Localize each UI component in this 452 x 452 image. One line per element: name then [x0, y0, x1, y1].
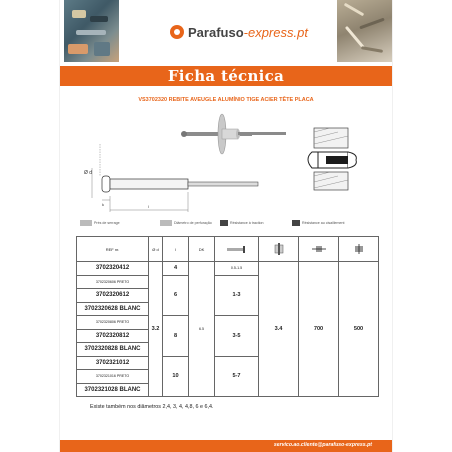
rivet-cross-section: [304, 124, 364, 194]
d-cell: 3.2: [149, 262, 163, 397]
logo[interactable]: [170, 22, 308, 42]
header: [60, 0, 392, 62]
ref-cell: 3702320812: [77, 329, 149, 343]
legend-label: Prés de serrage: [94, 221, 120, 225]
footer: [60, 440, 392, 452]
grip-range-icon: [226, 245, 248, 253]
dim-d-label: Ø d: [84, 170, 93, 176]
technical-sheet: [60, 0, 392, 452]
grip-cell: 1-3: [215, 275, 259, 316]
l-cell: 8: [163, 316, 189, 357]
ref-cell: 3702320606 PRETO: [77, 275, 149, 289]
col-d: Ø d: [149, 237, 163, 262]
table-row: [77, 262, 379, 276]
l-cell: 6: [163, 275, 189, 316]
dk-cell: 6.5: [189, 262, 215, 397]
col-shear: [339, 237, 379, 262]
product-title: VS3702320 REBITE AVEUGLE ALUMÍNIO TIGE ACIER TÊTE PLACA: [138, 97, 314, 103]
legend-grip: [80, 220, 120, 226]
drill-diameter-icon: [274, 243, 284, 255]
legend-label: Résistance à traction: [230, 221, 264, 225]
rivet-dimension-drawing: [74, 140, 274, 218]
legend-label: Résistance au cisaillement: [302, 221, 345, 225]
col-tensile: [299, 237, 339, 262]
l-cell: 4: [163, 262, 189, 276]
page-title: Ficha técnica: [60, 66, 392, 86]
legend-tensile: [220, 220, 264, 226]
drill-cell: 3.4: [259, 262, 299, 397]
col-dk: DK: [189, 237, 215, 262]
logo-brand: Parafuso: [188, 24, 244, 40]
dim-l-label: l: [148, 204, 149, 209]
availability-note: Existe também nos diâmetros 2,4, 3, 4, 4,8, 6 e 6,4.: [90, 404, 214, 410]
logo-icon: [170, 25, 184, 39]
legend: [60, 220, 392, 232]
shear-icon: [292, 220, 300, 226]
grip-cell: 5-7: [215, 356, 259, 397]
tensile-icon: [220, 220, 228, 226]
ref-cell: 3702321016 PRETO: [77, 370, 149, 384]
table-header-row: [77, 237, 379, 262]
spec-table: [76, 236, 379, 397]
legend-shear: [292, 220, 345, 226]
l-cell: 10: [163, 356, 189, 397]
ref-cell: 3702320828 BLANC: [77, 343, 149, 357]
col-grip: [215, 237, 259, 262]
tensile-cell: 700: [299, 262, 339, 397]
dim-k-label: k: [102, 202, 104, 207]
col-l: l: [163, 237, 189, 262]
ref-cell: 3702321028 BLANC: [77, 383, 149, 397]
tools-photo: [64, 0, 119, 62]
col-ref: REF nr.: [77, 237, 149, 262]
drill-diameter-icon: [160, 220, 172, 226]
grip-range-icon: [80, 220, 92, 226]
shear-icon: [352, 244, 366, 254]
logo-suffix: -express.pt: [243, 24, 308, 40]
grip-cell: 0.5-1.5: [215, 262, 259, 276]
ref-cell: 3702320412: [77, 262, 149, 276]
ref-cell: 3702321012: [77, 356, 149, 370]
ref-cell: 3702320806 PRETO: [77, 316, 149, 330]
tensile-icon: [312, 244, 326, 254]
shear-cell: 500: [339, 262, 379, 397]
grip-cell: 3-5: [215, 316, 259, 357]
legend-label: Diâmetro de perfuração: [174, 221, 212, 225]
screws-photo: [337, 0, 392, 62]
ref-cell: 3702320628 BLANC: [77, 302, 149, 316]
legend-drill: [160, 220, 212, 226]
footer-email-link[interactable]: servico.ao.cliente@parafuso-express.pt: [273, 442, 372, 448]
ref-cell: 3702320612: [77, 289, 149, 303]
col-drill: [259, 237, 299, 262]
